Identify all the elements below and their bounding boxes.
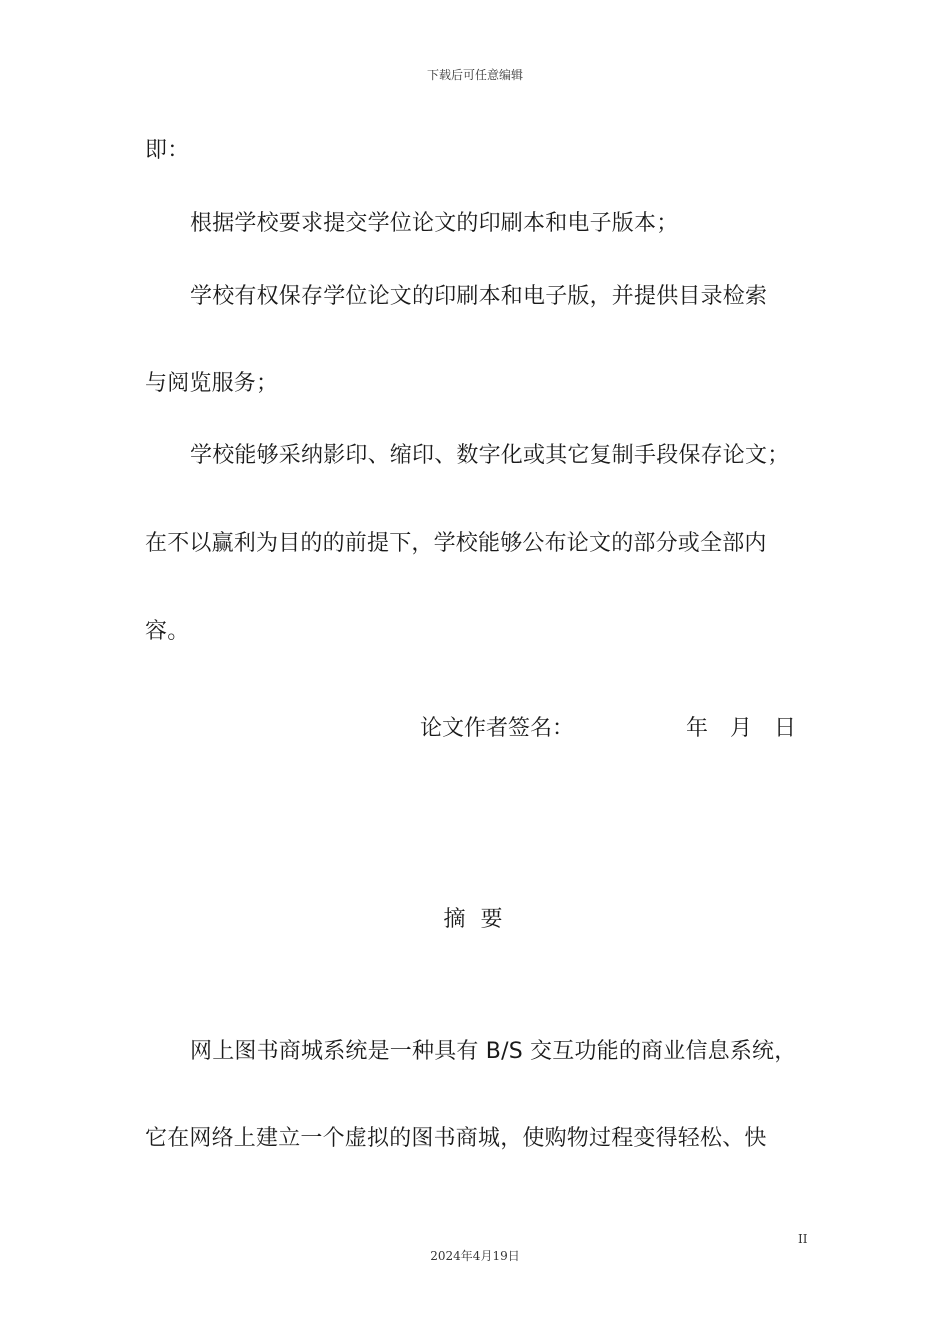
declaration-line-5: 学校能够采纳影印、缩印、数字化或其它复制手段保存论文； bbox=[190, 443, 790, 468]
signature-date-label: 年 月 日 bbox=[686, 716, 797, 741]
declaration-line-3: 学校有权保存学位论文的印刷本和电子版，并提供目录检索 bbox=[190, 284, 768, 309]
declaration-line-1: 即： bbox=[145, 138, 190, 163]
abstract-title: 摘 要 bbox=[443, 907, 507, 932]
abstract-line-2: 它在网络上建立一个虚拟的图书商城，使购物过程变得轻松、快 bbox=[145, 1126, 767, 1151]
declaration-line-4: 与阅览服务； bbox=[145, 371, 279, 396]
declaration-line-2: 根据学校要求提交学位论文的印刷本和电子版本； bbox=[190, 211, 679, 236]
abstract-line-1: 网上图书商城系统是一种具有 B/S 交互功能的商业信息系统， bbox=[190, 1039, 797, 1064]
declaration-line-7: 容。 bbox=[145, 619, 190, 644]
author-signature-label: 论文作者签名： bbox=[420, 716, 575, 741]
declaration-line-6: 在不以赢利为目的的前提下，学校能够公布论文的部分或全部内 bbox=[145, 531, 767, 556]
page-header: 下载后可任意编辑 bbox=[426, 68, 523, 82]
page-number: II bbox=[798, 1232, 808, 1246]
footer-date: 2024年4月19日 bbox=[430, 1249, 520, 1263]
